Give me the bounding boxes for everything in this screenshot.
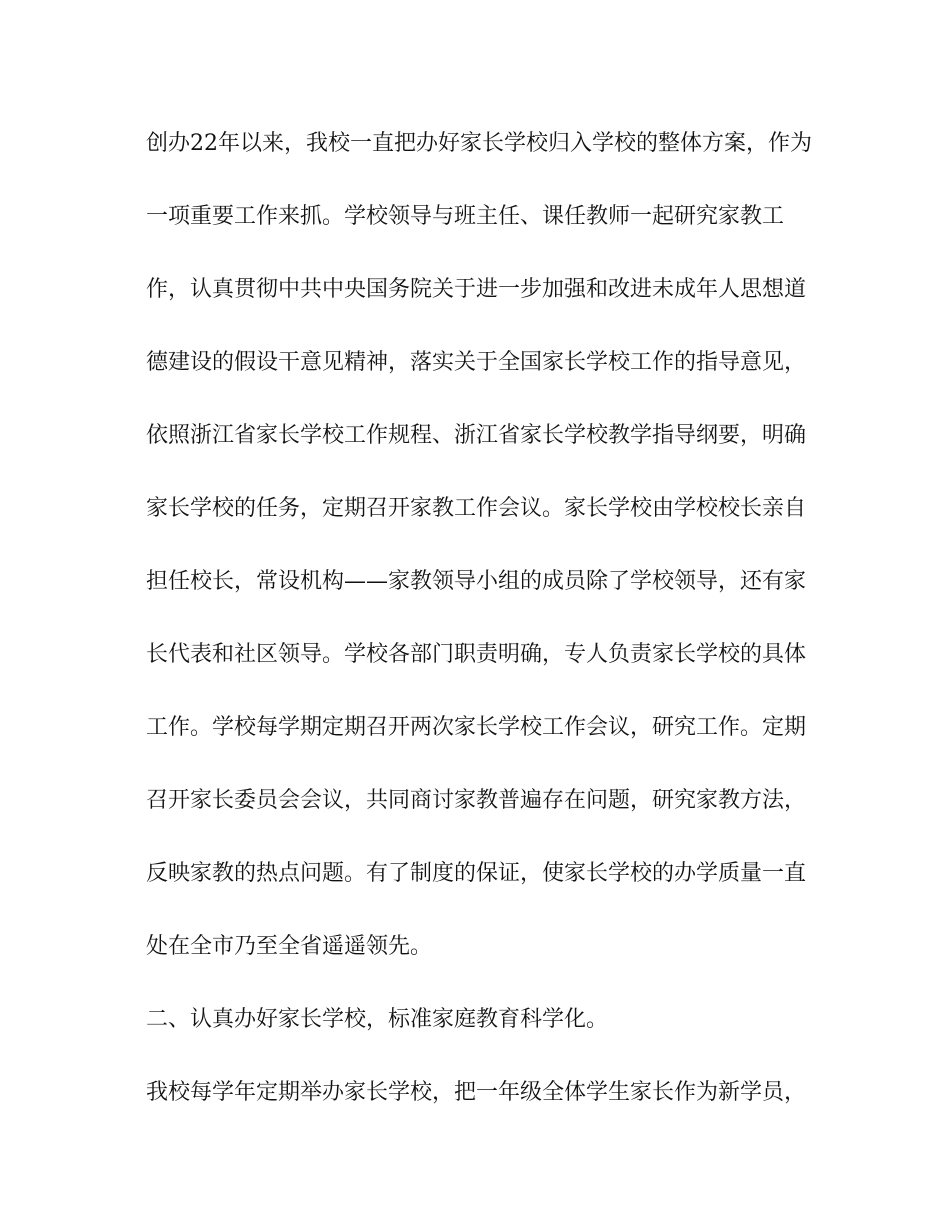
body-text xyxy=(146,122,816,1144)
text-line: 处在全市乃至全省遥遥领先。 xyxy=(146,934,433,959)
text-line: 工作。学校每学期定期召开两次家长学校工作会议，研究工作。定期 xyxy=(146,715,807,740)
text-line: 召开家长委员会会议，共同商讨家教普遍存在问题，研究家教方法， xyxy=(146,788,807,813)
text-line: 依照浙江省家长学校工作规程、浙江省家长学校教学指导纲要，明确 xyxy=(146,423,807,448)
text-line: 反映家教的热点问题。有了制度的保证，使家长学校的办学质量一直 xyxy=(146,861,807,886)
text-line: 德建设的假设干意见精神，落实关于全国家长学校工作的指导意见， xyxy=(146,350,807,375)
text-line: 家长学校的任务，定期召开家教工作会议。家长学校由学校校长亲自 xyxy=(146,496,807,521)
text-line: 作，认真贯彻中共中央国务院关于进一步加强和改进未成年人思想道 xyxy=(146,277,807,302)
text-line: 担任校长，常设机构——家教领导小组的成员除了学校领导，还有家 xyxy=(146,569,807,594)
text-line: 创办22年以来，我校一直把办好家长学校归入学校的整体方案，作为 xyxy=(146,131,812,156)
section-heading: 二、认真办好家长学校，标准家庭教育科学化。 xyxy=(146,1007,609,1032)
text-line: 长代表和社区领导。学校各部门职责明确，专人负责家长学校的具体 xyxy=(146,642,807,667)
text-line: 我校每学年定期举办家长学校，把一年级全体学生家长作为新学员， xyxy=(146,1080,807,1105)
text-line: 一项重要工作来抓。学校领导与班主任、课任教师一起研究家教工 xyxy=(146,204,785,229)
